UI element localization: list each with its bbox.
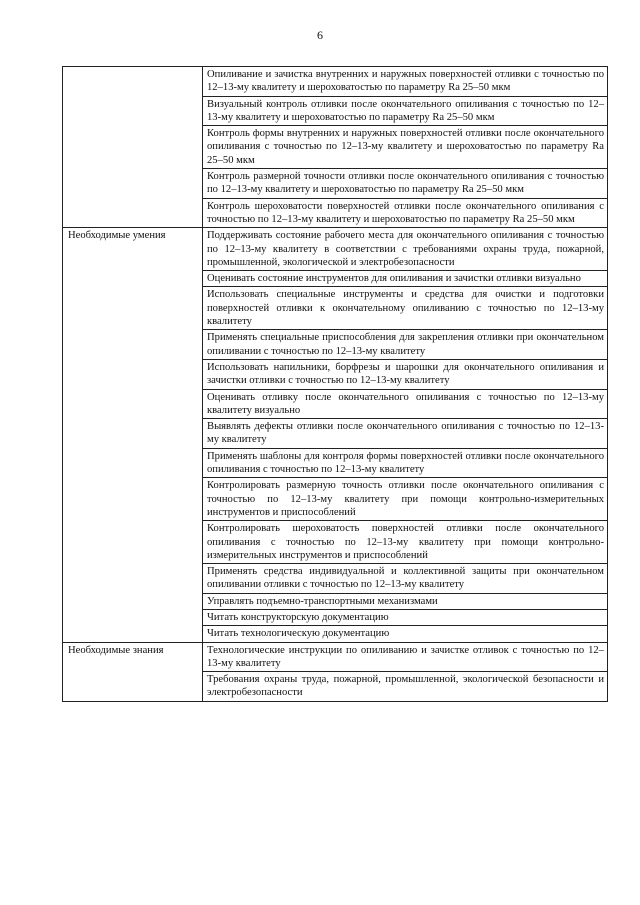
section-item: Контроль формы внутренних и наружных поверхностей отливки после окончательного опиливания с точностью по 12–13-му квалитету и шероховатостью по параметру Ra 25–50 мкм <box>203 126 608 169</box>
section-item: Управлять подъемно-транспортными механизмами <box>203 593 608 609</box>
section-item: Выявлять дефекты отливки после окончательного опиливания с точностью по 12–13-му квалитету <box>203 419 608 449</box>
section-item: Применять специальные приспособления для закрепления отливки при окончательном опиливании с точностью по 12–13-му квалитету <box>203 330 608 360</box>
section-item: Применять шаблоны для контроля формы поверхностей отливки после окончательного опиливания с точностью по 12–13-му квалитету <box>203 448 608 478</box>
section-item: Применять средства индивидуальной и коллективной защиты при окончательном опиливании отливки с точностью по 12–13-му квалитету <box>203 564 608 594</box>
section-item: Поддерживать состояние рабочего места для окончательного опиливания с точностью по 12–13-му квалитету в соответствии с требованиями охраны труда, пожарной, промышленной, экологической и электробезопасности <box>203 228 608 271</box>
section-item: Опиливание и зачистка внутренних и наружных поверхностей отливки с точностью по 12–13-му квалитету и шероховатостью по параметру Ra 25–50 мкм <box>203 67 608 97</box>
section-item: Контролировать шероховатость поверхностей отливки после окончательного опиливания с точностью по 12–13-му квалитету при помощи контрольно-измерительных инструментов и приспособлений <box>203 521 608 564</box>
section-item: Использовать напильники, борфрезы и шарошки для окончательного опиливания и зачистки отливки с точностью по 12–13-му квалитету <box>203 359 608 389</box>
page-number: 6 <box>317 28 323 42</box>
section-item: Требования охраны труда, пожарной, промышленной, экологической безопасности и электробезопасности <box>203 672 608 702</box>
section-item: Использовать специальные инструменты и средства для очистки и подготовки поверхностей отливки к окончательному опиливанию с точностью по 12–13-му квалитету <box>203 287 608 330</box>
table-row <box>63 642 608 672</box>
section-item: Оценивать отливку после окончательного опиливания с точностью по 12–13-му квалитету визуально <box>203 389 608 419</box>
requirements-table-body <box>63 67 608 702</box>
section-item: Читать конструкторскую документацию <box>203 609 608 625</box>
requirements-table <box>62 66 608 702</box>
section-item: Оценивать состояние инструментов для опиливания и зачистки отливки визуально <box>203 271 608 287</box>
table-row <box>63 67 608 97</box>
section-label: Необходимые знания <box>63 642 203 701</box>
table-row <box>63 228 608 271</box>
section-item: Читать технологическую документацию <box>203 626 608 642</box>
section-item: Контролировать размерную точность отливки после окончательного опиливания с точностью по 12–13-му квалитету при помощи контрольно-измерительных инструментов и приспособлений <box>203 478 608 521</box>
section-item: Технологические инструкции по опиливанию и зачистке отливок с точностью по 12–13-му квалитету <box>203 642 608 672</box>
section-label: Необходимые умения <box>63 228 203 642</box>
section-label <box>63 67 203 228</box>
section-item: Визуальный контроль отливки после окончательного опиливания с точностью по 12–13-му квалитету и шероховатостью по параметру Ra 25–50 мкм <box>203 96 608 126</box>
section-item: Контроль размерной точности отливки после окончательного опиливания с точностью по 12–13-му квалитету и шероховатостью по параметру Ra 25–50 мкм <box>203 169 608 199</box>
section-item: Контроль шероховатости поверхностей отливки после окончательного опиливания с точностью по 12–13-му квалитету и шероховатостью по параметру Ra 25–50 мкм <box>203 198 608 228</box>
